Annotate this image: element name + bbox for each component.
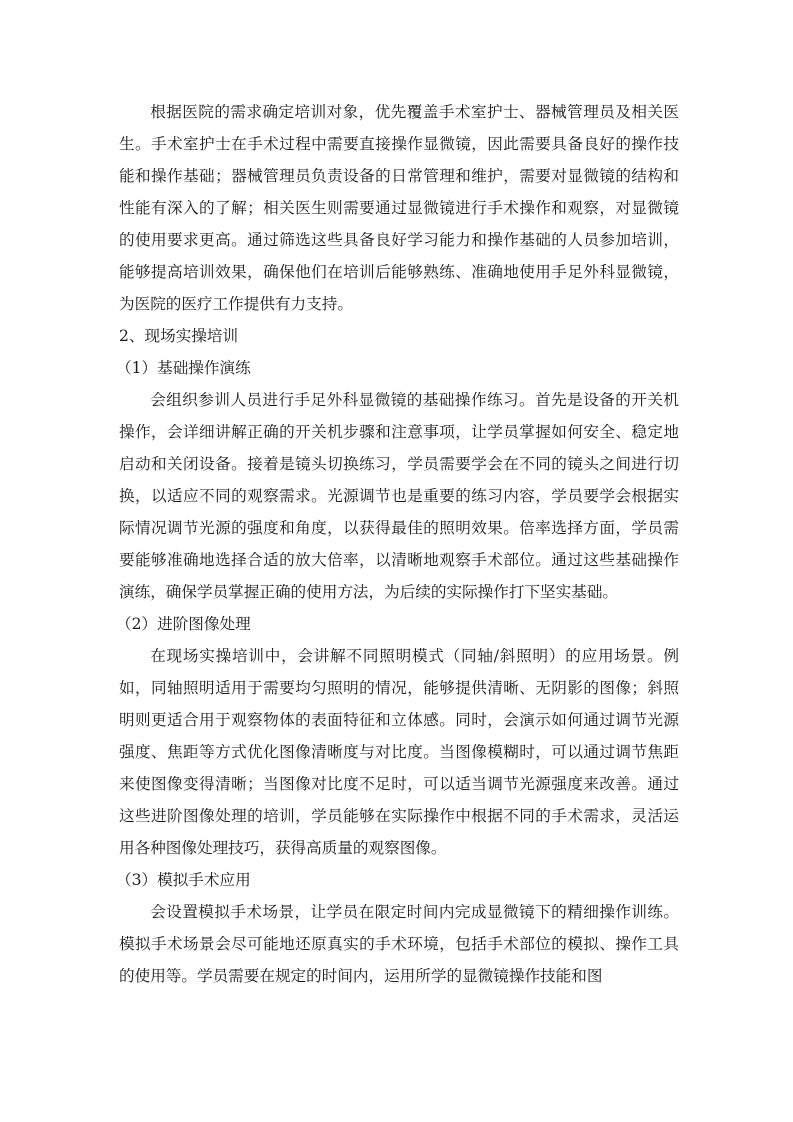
paragraph-training-targets: 根据医院的需求确定培训对象，优先覆盖手术室护士、器械管理员及相关医生。手术室护士在手术过程中需要直接操作显微镜，因此需要具备良好的操作技能和操作基础；器械管理员负责设备的日常管理和维护，需要对显微镜的结构和性能有深入的了解；相关医生则需要通过显微镜进行手术操作和观察，对显微镜的使用要求更高。通过筛选这些具备良好学习能力和操作基础的人员参加培训，能够提高培训效果，确保他们在培训后能够熟练、准确地使用手足外科显微镜，为医院的医疗工作提供有力支持。	[119, 103, 679, 313]
paragraph-simulated-surgery: 会设置模拟手术场景，让学员在限定时间内完成显微镜下的精细操作训练。模拟手术场景会尽可能地还原真实的手术环境，包括手术部位的模拟、操作工具的使用等。学员需要在规定的时间内，运用所学的显微镜操作技能和图	[119, 903, 679, 985]
subheading-basic-operation: （1）基础操作演练	[116, 359, 251, 377]
document-body	[116, 96, 679, 992]
paragraph-basic-operation: 会组织参训人员进行手足外科显微镜的基础操作练习。首先是设备的开关机操作，会详细讲解正确的开关机步骤和注意事项，让学员掌握如何安全、稳定地启动和关闭设备。接着是镜头切换练习，学员需要学会在不同的镜头之间进行切换，以适应不同的观察需求。光源调节也是重要的练习内容，学员要学会根据实际情况调节光源的强度和角度，以获得最佳的照明效果。倍率选择方面，学员需要能够准确地选择合适的放大倍率，以清晰地观察手术部位。通过这些基础操作演练，确保学员掌握正确的使用方法，为后续的实际操作打下坚实基础。	[119, 391, 679, 601]
subheading-advanced-imaging: （2）进阶图像处理	[116, 615, 251, 633]
paragraph-advanced-imaging: 在现场实操培训中，会讲解不同照明模式（同轴/斜照明）的应用场景。例如，同轴照明适用于需要均匀照明的情况，能够提供清晰、无阴影的图像；斜照明则更适合用于观察物体的表面特征和立体感。同时，会演示如何通过调节光源强度、焦距等方式优化图像清晰度与对比度。当图像模糊时，可以通过调节焦距来使图像变得清晰；当图像对比度不足时，可以适当调节光源强度来改善。通过这些进阶图像处理的培训，学员能够在实际操作中根据不同的手术需求，灵活运用各种图像处理技巧，获得高质量的观察图像。	[119, 647, 679, 857]
section-heading-onsite-training: 2、现场实操培训	[119, 327, 239, 345]
subheading-simulated-surgery: （3）模拟手术应用	[116, 871, 251, 889]
